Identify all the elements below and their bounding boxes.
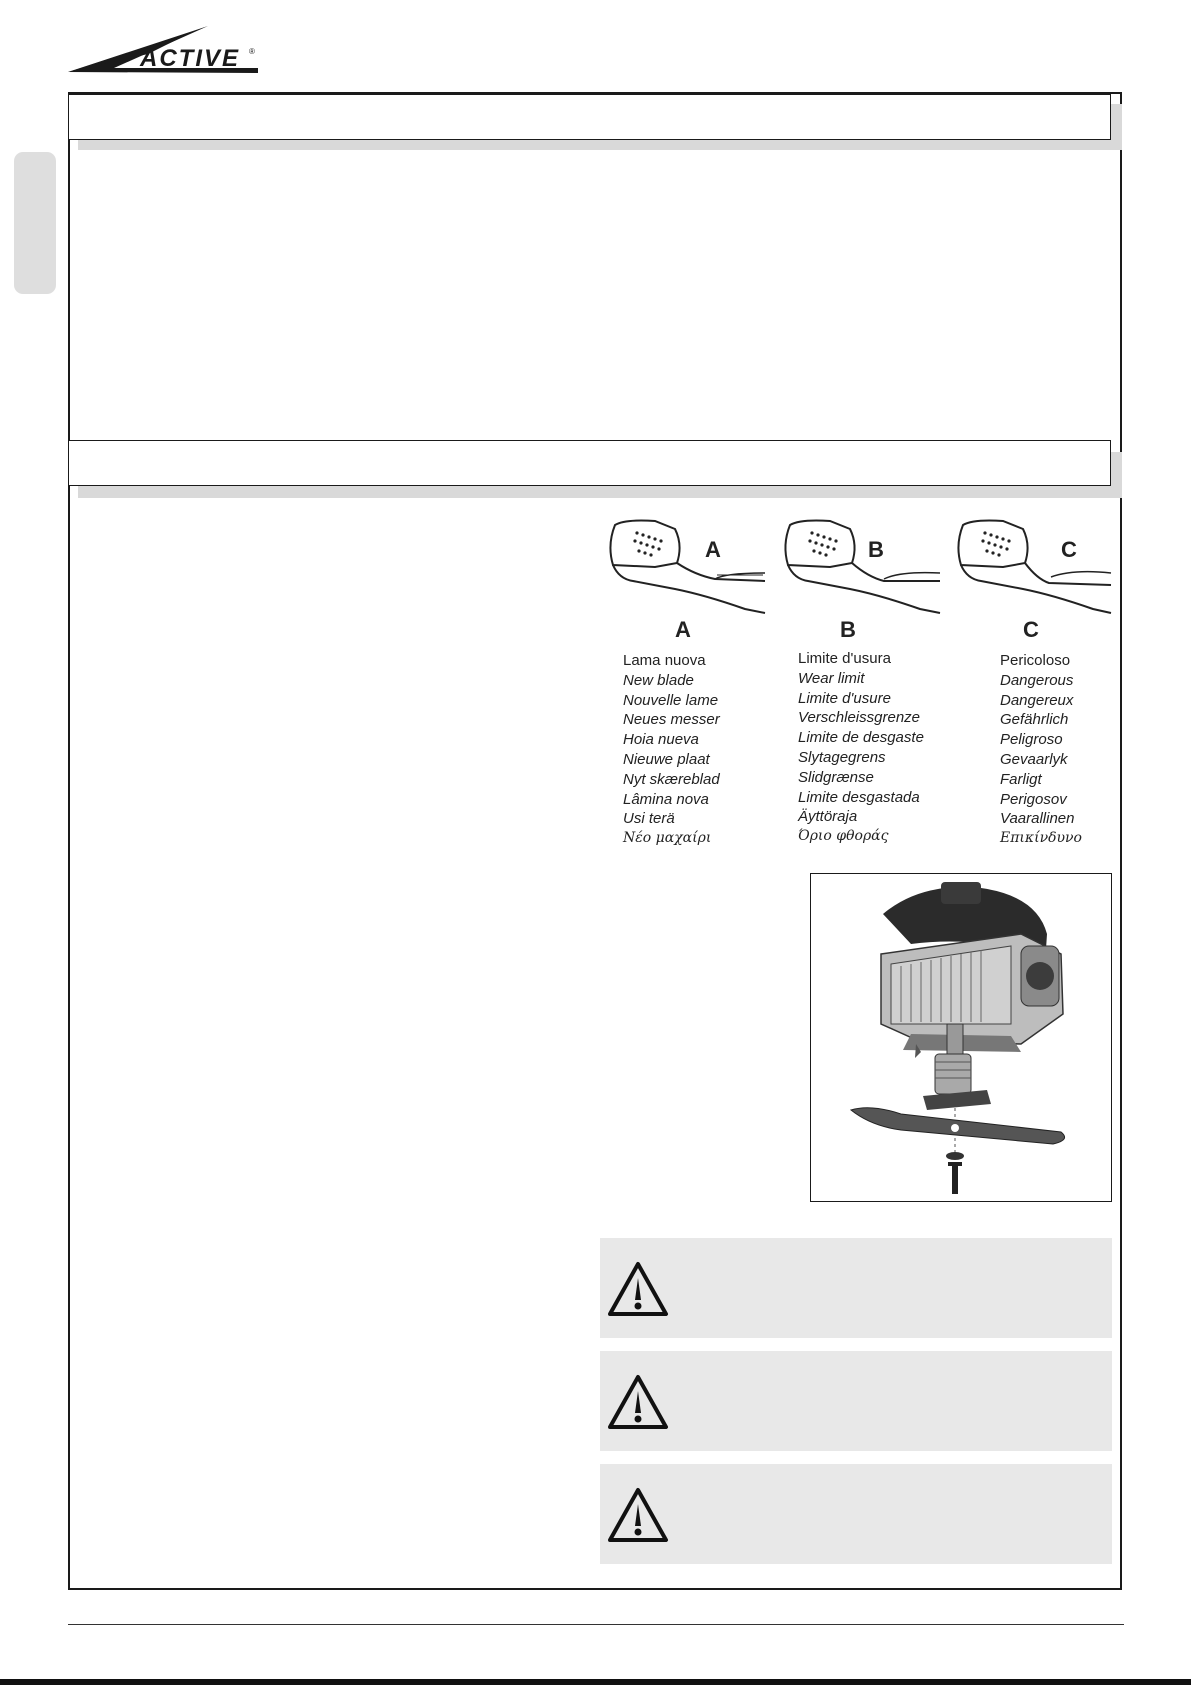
warning-triangle-icon bbox=[606, 1260, 670, 1320]
term: Limite d'usure bbox=[798, 689, 891, 707]
term: Νέο μαχαίρι bbox=[623, 830, 712, 847]
term: Äyttöraja bbox=[798, 808, 858, 826]
svg-text:®: ® bbox=[249, 47, 255, 56]
blade-terms-column-a bbox=[623, 651, 720, 849]
blade-profile-b bbox=[785, 521, 940, 643]
term: Neues messer bbox=[623, 711, 720, 729]
term: Limite d'usura bbox=[798, 650, 891, 667]
term: Limite desgastada bbox=[798, 788, 920, 806]
svg-text:B: B bbox=[840, 617, 856, 642]
term: Limite de desgaste bbox=[798, 729, 924, 747]
term: Verschleissgrenze bbox=[798, 709, 920, 727]
term: Gefährlich bbox=[1000, 711, 1069, 729]
term: Vaarallinen bbox=[1000, 810, 1075, 828]
svg-text:C: C bbox=[1023, 617, 1039, 642]
term: Dangerous bbox=[1000, 671, 1074, 689]
term: Perigosov bbox=[1000, 790, 1067, 808]
svg-text:C: C bbox=[1061, 537, 1077, 562]
term: Hoia nueva bbox=[623, 731, 699, 749]
term: Peligroso bbox=[1000, 731, 1063, 749]
term: Slytagegrens bbox=[798, 748, 886, 766]
blade-profile-a bbox=[610, 521, 765, 643]
term: Slidgrænse bbox=[798, 768, 874, 786]
term: Lâmina nova bbox=[623, 790, 709, 808]
warning-box-3 bbox=[600, 1464, 1112, 1564]
term: New blade bbox=[623, 671, 694, 689]
warning-triangle-icon bbox=[606, 1486, 670, 1546]
term: Lama nuova bbox=[623, 652, 706, 669]
section-header-1 bbox=[68, 94, 1111, 140]
warning-box-1 bbox=[600, 1238, 1112, 1338]
side-language-tab bbox=[14, 152, 56, 294]
term: Pericoloso bbox=[1000, 652, 1071, 669]
term: Farligt bbox=[1000, 770, 1042, 788]
warning-box-2 bbox=[600, 1351, 1112, 1451]
term: Dangereux bbox=[1000, 691, 1074, 709]
engine-blade-assembly-figure bbox=[810, 873, 1112, 1202]
svg-text:B: B bbox=[868, 537, 884, 562]
blade-wear-illustration bbox=[605, 515, 1115, 645]
blade-terms-column-b bbox=[798, 649, 924, 847]
term: Gevaarlyk bbox=[1000, 750, 1068, 768]
svg-text:A: A bbox=[705, 537, 721, 562]
svg-text:A: A bbox=[675, 617, 691, 642]
page-bottom-edge bbox=[0, 1679, 1191, 1685]
blade-profile-c bbox=[958, 521, 1111, 643]
logo-text: ACTIVE bbox=[140, 45, 241, 72]
term: Όριο φθοράς bbox=[798, 828, 889, 845]
term: Nyt skæreblad bbox=[623, 770, 720, 788]
term: Επικίνδυνο bbox=[1000, 830, 1082, 847]
term: Nouvelle lame bbox=[623, 691, 719, 709]
term: Wear limit bbox=[798, 669, 865, 687]
term: Usi terä bbox=[623, 810, 675, 828]
brand-logo bbox=[68, 24, 258, 80]
blade-terms-column-c bbox=[1000, 651, 1082, 849]
term: Nieuwe plaat bbox=[623, 750, 710, 768]
section-header-2 bbox=[68, 440, 1111, 486]
warning-triangle-icon bbox=[606, 1373, 670, 1433]
footer-rule bbox=[68, 1624, 1124, 1625]
